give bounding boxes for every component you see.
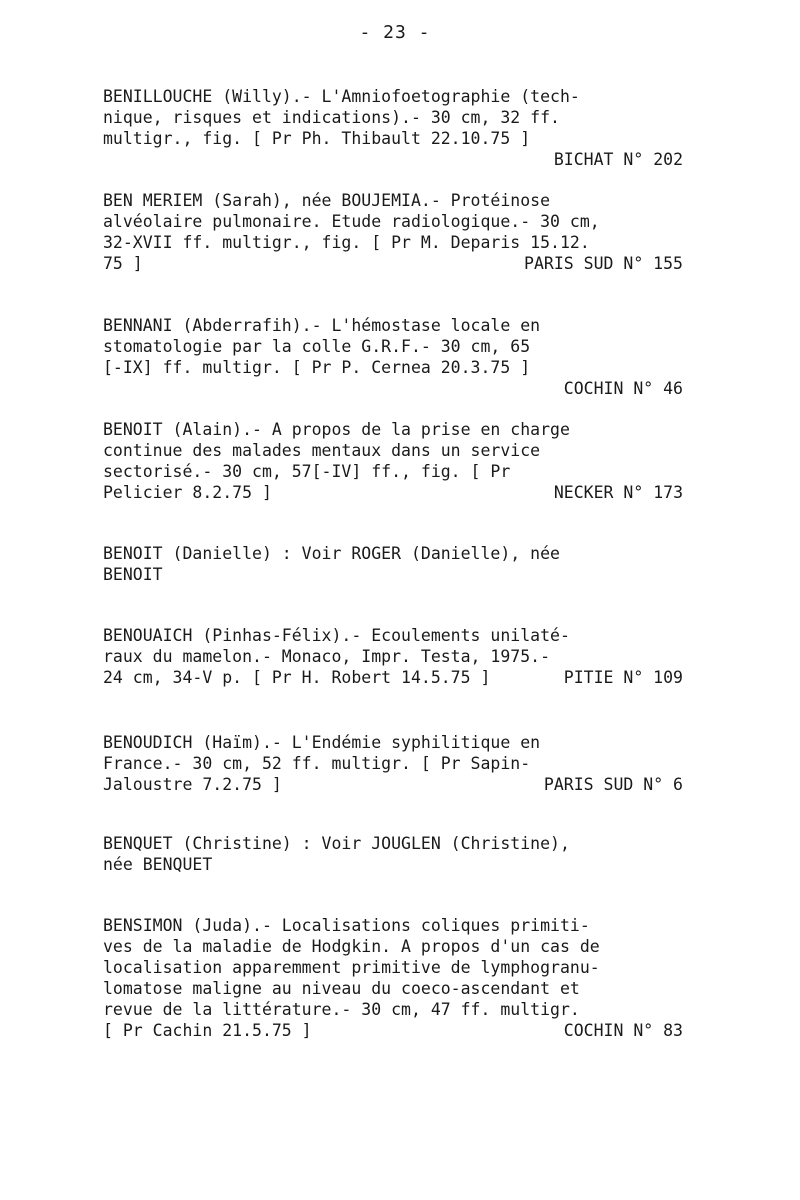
page-number: - 23 - xyxy=(359,22,431,43)
catalog-entry xyxy=(103,625,683,688)
entry-line: continue des malades mentaux dans un service xyxy=(103,441,541,460)
entry-line: France.- 30 cm, 52 ff. multigr. [ Pr Sapin- xyxy=(103,754,531,773)
entry-line: BENOUDICH (Haïm).- L'Endémie syphilitique en xyxy=(103,733,541,752)
catalog-entry xyxy=(103,543,683,585)
entry-line: née BENQUET xyxy=(103,855,213,874)
catalog-entry xyxy=(103,315,683,399)
entry-line: BENOIT (Alain).- A propos de la prise en charge xyxy=(103,420,570,439)
entry-line: revue de la littérature.- 30 cm, 47 ff. multigr. xyxy=(103,1000,580,1019)
entry-last-row xyxy=(103,1020,683,1041)
catalog-entry xyxy=(103,86,683,170)
entry-line: BENOIT xyxy=(103,565,163,584)
entry-line: BENOUAICH (Pinhas-Félix).- Ecoulements unilaté- xyxy=(103,626,570,645)
entry-line: BEN MERIEM (Sarah), née BOUJEMIA.- Protéinose xyxy=(103,191,551,210)
catalog-entry xyxy=(103,190,683,274)
entry-line: [-IX] ff. multigr. [ Pr P. Cernea 20.3.75 ] xyxy=(103,358,531,377)
entry-line: BENILLOUCHE (Willy).- L'Amniofoetographie (tech- xyxy=(103,87,580,106)
entry-line: Pelicier 8.2.75 ] xyxy=(103,483,272,502)
entry-line: [ Pr Cachin 21.5.75 ] xyxy=(103,1021,312,1040)
catalog-entry xyxy=(103,915,683,1041)
entry-location: COCHIN N° 83 xyxy=(563,1021,683,1040)
entry-line: BENOIT (Danielle) : Voir ROGER (Danielle), née xyxy=(103,544,560,563)
entry-line: BENSIMON (Juda).- Localisations coliques primiti- xyxy=(103,916,590,935)
entry-line: 75 ] xyxy=(103,254,143,273)
entry-line: Jaloustre 7.2.75 ] xyxy=(103,775,282,794)
entry-line: stomatologie par la colle G.R.F.- 30 cm, 65 xyxy=(103,337,531,356)
entry-line: sectorisé.- 30 cm, 57[-IV] ff., fig. [ Pr xyxy=(103,462,511,481)
catalog-entry xyxy=(103,732,683,795)
entry-line: nique, risques et indications).- 30 cm, 32 ff. xyxy=(103,108,560,127)
entry-last-row xyxy=(103,253,683,274)
entry-location: BICHAT N° 202 xyxy=(553,150,683,169)
entry-last-row xyxy=(103,482,683,503)
entry-line: 24 cm, 34-V p. [ Pr H. Robert 14.5.75 ] xyxy=(103,668,491,687)
entry-location: PARIS SUD N° 6 xyxy=(543,775,683,794)
entry-location: PARIS SUD N° 155 xyxy=(524,254,683,273)
entry-line: lomatose maligne au niveau du coeco-ascendant et xyxy=(103,979,580,998)
entry-line: raux du mamelon.- Monaco, Impr. Testa, 1975.- xyxy=(103,647,551,666)
catalog-entry xyxy=(103,833,683,875)
entry-line: ves de la maladie de Hodgkin. A propos d'un cas de xyxy=(103,937,600,956)
entry-line: localisation apparemment primitive de lymphogranu- xyxy=(103,958,600,977)
catalog-entry xyxy=(103,419,683,503)
entry-line: BENQUET (Christine) : Voir JOUGLEN (Christine), xyxy=(103,834,570,853)
entry-line: alvéolaire pulmonaire. Etude radiologique.- 30 cm, xyxy=(103,212,600,231)
entry-line: 32-XVII ff. multigr., fig. [ Pr M. Deparis 15.12. xyxy=(103,233,590,252)
entry-last-row xyxy=(103,667,683,688)
entry-line: multigr., fig. [ Pr Ph. Thibault 22.10.75 ] xyxy=(103,129,531,148)
entry-line: BENNANI (Abderrafih).- L'hémostase locale en xyxy=(103,316,541,335)
entry-location: PITIE N° 109 xyxy=(563,668,683,687)
entry-last-row xyxy=(103,774,683,795)
entry-location: NECKER N° 173 xyxy=(553,483,683,502)
entry-location: COCHIN N° 46 xyxy=(563,379,683,398)
